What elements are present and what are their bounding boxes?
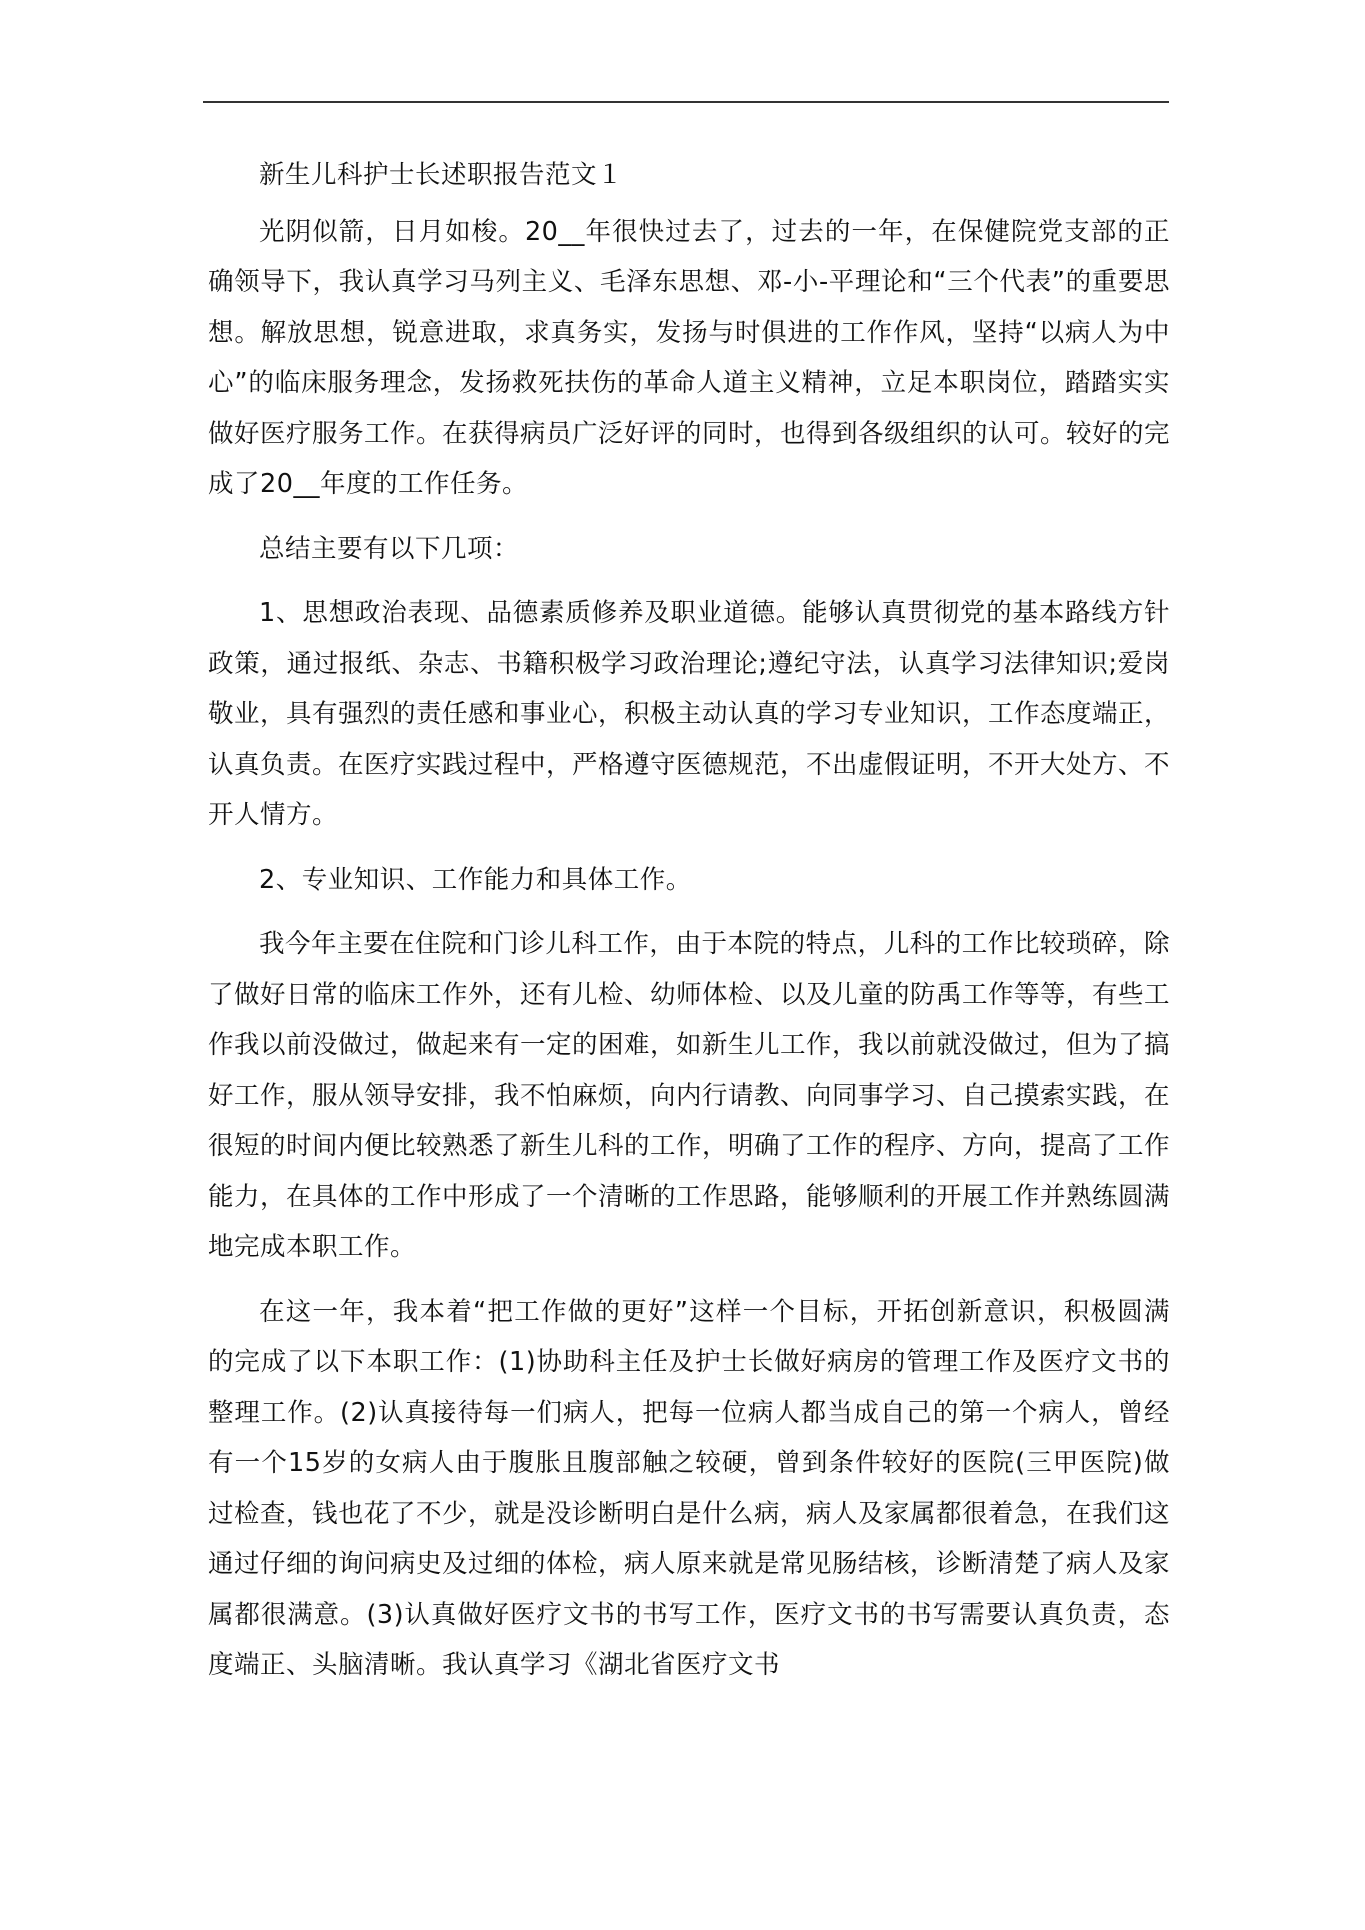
document-body	[208, 150, 1170, 1705]
paragraph-summary-heading: 总结主要有以下几项：	[259, 533, 520, 564]
paragraph-item-1: 1、思想政治表现、品德素质修养及职业道德。能够认真贯彻党的基本路线方针政策，通过报纸、杂志、书籍积极学习政治理论;遵纪守法，认真学习法律知识;爱岗敬业，具有强烈的责任感和事业心，积极主动认真的学习专业知识，工作态度端正，认真负责。在医疗实践过程中，严格遵守医德规范，不出虚假证明，不开大处方、不开人情方。	[208, 598, 1171, 830]
paragraph-intro: 光阴似箭，日月如梭。20__年很快过去了，过去的一年，在保健院党支部的正确领导下，我认真学习马列主义、毛泽东思想、邓-小-平理论和“三个代表”的重要思想。解放思想，锐意进取，求真务实，发扬与时俱进的工作作风，坚持“以病人为中心”的临床服务理念，发扬救死扶伤的革命人道主义精神，立足本职岗位，踏踏实实做好医疗服务工作。在获得病员广泛好评的同时，也得到各级组织的认可。较好的完成了20__年度的工作任务。	[208, 216, 1171, 499]
document-title: 新生儿科护士长述职报告范文１	[259, 160, 624, 190]
paragraph-duties: 在这一年，我本着“把工作做的更好”这样一个目标，开拓创新意识，积极圆满的完成了以下本职工作：(1)协助科主任及护士长做好病房的管理工作及医疗文书的整理工作。(2)认真接待每一们病人，把每一位病人都当成自己的第一个病人，曾经有一个15岁的女病人由于腹胀且腹部触之较硬，曾到条件较好的医院(三甲医院)做过检查，钱也花了不少，就是没诊断明白是什么病，病人及家属都很着急，在我们这通过仔细的询问病史及过细的体检，病人原来就是常见肠结核，诊断清楚了病人及家属都很满意。(3)认真做好医疗文书的书写工作，医疗文书的书写需要认真负责，态度端正、头脑清晰。我认真学习《湖北省医疗文书	[208, 1296, 1171, 1680]
paragraph-work-description: 我今年主要在住院和门诊儿科工作，由于本院的特点，儿科的工作比较琐碎，除了做好日常的临床工作外，还有儿检、幼师体检、以及儿童的防禹工作等等，有些工作我以前没做过，做起来有一定的困难，如新生儿工作，我以前就没做过，但为了搞好工作，服从领导安排，我不怕麻烦，向内行请教、向同事学习、自己摸索实践，在很短的时间内便比较熟悉了新生儿科的工作，明确了工作的程序、方向，提高了工作能力，在具体的工作中形成了一个清晰的工作思路，能够顺利的开展工作并熟练圆满地完成本职工作。	[208, 929, 1171, 1262]
header-rule	[203, 101, 1169, 103]
paragraph-item-2-heading: 2、专业知识、工作能力和具体工作。	[259, 864, 692, 895]
